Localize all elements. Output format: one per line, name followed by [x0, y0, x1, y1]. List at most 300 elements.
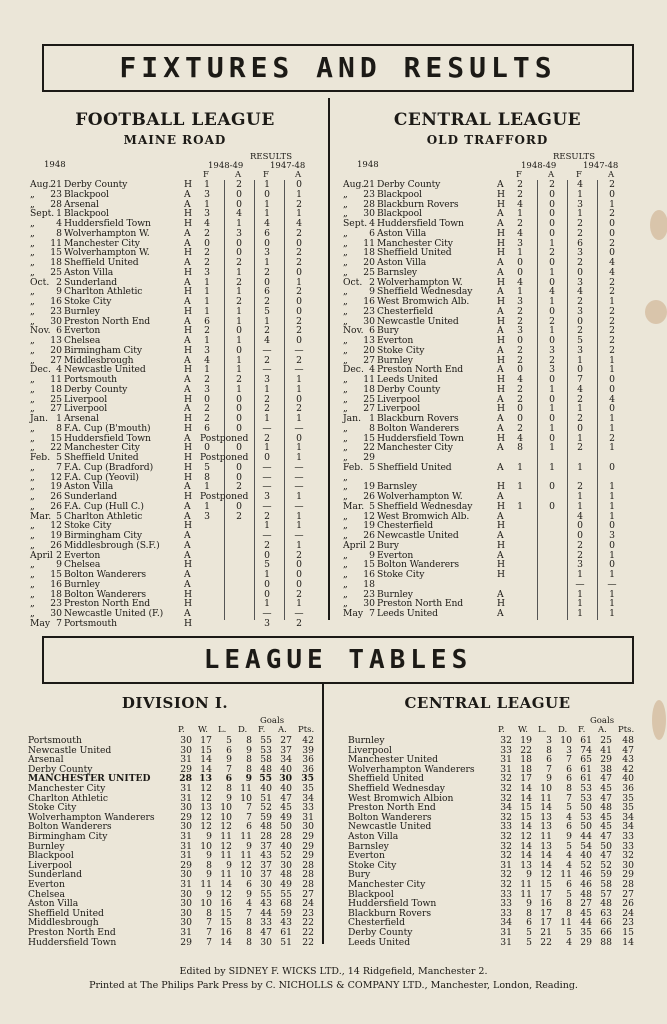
- goals-against: 0: [236, 500, 242, 512]
- venue: H: [497, 296, 506, 307]
- team: Bolton Wanderers: [28, 821, 112, 833]
- prev-goals-against: 0: [609, 188, 615, 200]
- played: 30: [180, 744, 192, 756]
- goals-for: 51: [260, 792, 272, 804]
- goals-against: 2: [549, 247, 555, 259]
- central-league-ground: OLD TRAFFORD: [426, 133, 549, 147]
- opponent: Burnley: [64, 579, 100, 590]
- lost: 9: [546, 773, 552, 785]
- day: 15: [50, 569, 62, 580]
- day: 12: [50, 471, 62, 483]
- prev-goals-for: 1: [264, 413, 270, 424]
- central-league-title: CENTRAL LEAGUE: [393, 110, 582, 130]
- goals-against: 47: [600, 773, 612, 785]
- played: 29: [180, 811, 192, 823]
- team: Sheffield United: [28, 907, 104, 919]
- prev-goals-for: 1: [577, 598, 583, 610]
- fixture-row: [343, 229, 633, 239]
- fixture-row: [343, 541, 633, 551]
- prev-goals-for: 2: [577, 227, 583, 239]
- prev-goals-against: 2: [609, 237, 615, 249]
- month: „: [30, 608, 35, 619]
- fixture-row: [30, 512, 320, 522]
- points: 30: [302, 821, 314, 833]
- played: 32: [500, 879, 512, 890]
- drawn: 7: [246, 907, 252, 919]
- opponent: Derby County: [64, 180, 128, 190]
- goals-against: 2: [236, 374, 242, 385]
- day: 27: [50, 403, 62, 415]
- goals-against: 51: [280, 936, 292, 948]
- goals-for: 2: [204, 257, 210, 268]
- month: Dec.: [343, 364, 364, 376]
- goals-against: 0: [549, 218, 555, 229]
- goals-against: 47: [600, 831, 612, 842]
- venue: H: [497, 539, 506, 551]
- prev-goals-for: 2: [577, 296, 583, 307]
- venue: A: [497, 588, 504, 600]
- goals-against: 47: [600, 792, 612, 804]
- fixture-row: [343, 414, 633, 424]
- prev-goals-against: 0: [609, 559, 615, 571]
- venue: H: [184, 266, 193, 278]
- won: 12: [200, 783, 212, 794]
- day: 27: [50, 354, 62, 366]
- drawn: 4: [566, 850, 572, 862]
- lost: 15: [540, 879, 552, 890]
- table-row: [348, 938, 638, 948]
- division-one-table: [28, 716, 320, 948]
- goals-against: 30: [279, 773, 292, 785]
- opponent: Sheffield Wednesday: [377, 501, 473, 512]
- opponent: Wolverhampton W.: [64, 228, 150, 239]
- drawn: 5: [566, 802, 572, 814]
- fixture-row: [30, 492, 320, 502]
- goals-for: 3: [204, 383, 210, 395]
- goals-for: 44: [260, 907, 272, 919]
- goals-against: 1: [236, 315, 242, 327]
- prev-goals-against: 2: [296, 315, 302, 327]
- prev-goals-for: 2: [577, 325, 583, 337]
- points: 28: [622, 879, 634, 890]
- venue: H: [184, 559, 193, 571]
- opponent: Blackpool: [377, 209, 422, 220]
- day: 4: [56, 364, 62, 376]
- football-league-ground: MAINE ROAD: [123, 133, 227, 147]
- prev-goals-against: 2: [296, 247, 302, 259]
- month: „: [30, 530, 35, 541]
- fixture-row: [343, 268, 633, 278]
- season-label: 1948-49: [521, 161, 557, 171]
- opponent: F.A. Cup (Yeovil): [64, 472, 139, 483]
- venue: A: [184, 257, 191, 268]
- opponent: Portsmouth: [64, 618, 117, 629]
- goals-for: 1: [204, 335, 210, 346]
- month: „: [30, 247, 35, 259]
- prev-goals-for: 2: [577, 257, 583, 268]
- played: 32: [500, 735, 512, 746]
- month: „: [30, 354, 35, 366]
- team: Burnley: [348, 735, 385, 746]
- month: „: [343, 286, 348, 298]
- goals-against: 1: [549, 237, 555, 249]
- day: 7: [369, 608, 375, 619]
- venue: H: [497, 354, 506, 366]
- prev-goals-against: —: [294, 608, 304, 619]
- opponent: Newcastle United: [64, 365, 146, 376]
- goals-for: 46: [580, 879, 592, 890]
- table-column-header: P.: [498, 725, 505, 735]
- opponent: Wolverhampton W.: [377, 492, 463, 502]
- goals-for: 1: [204, 296, 210, 307]
- lost: 12: [220, 840, 232, 852]
- drawn: 9: [246, 744, 252, 756]
- opponent: Wolverhampton W.: [377, 277, 463, 288]
- fixture-row: [30, 443, 320, 453]
- venue: A: [184, 578, 191, 590]
- lost: 7: [226, 763, 232, 775]
- prev-goals-for: —: [262, 500, 272, 512]
- prev-goals-against: 1: [296, 188, 302, 200]
- prev-goals-for: 0: [264, 588, 270, 600]
- day: 27: [363, 403, 375, 415]
- prev-goals-for: 2: [577, 549, 583, 561]
- opponent: Sheffield United: [377, 462, 452, 473]
- team: Huddersfield Town: [348, 898, 437, 910]
- month: „: [343, 471, 348, 483]
- opponent: Preston North End: [377, 599, 464, 610]
- goals-for: 6: [204, 422, 210, 434]
- month: „: [343, 549, 348, 561]
- goals-for: 4: [517, 276, 523, 288]
- prev-goals-for: —: [262, 422, 272, 434]
- goals-against: 4: [236, 208, 242, 220]
- goals-against: 28: [280, 831, 292, 842]
- league-tables-banner: LEAGUE TABLES: [42, 636, 634, 684]
- venue: A: [184, 354, 191, 366]
- opponent: Aston Villa: [377, 258, 427, 268]
- month: „: [343, 296, 348, 307]
- goals-for: 1: [517, 286, 523, 298]
- football-league-fixtures: [30, 150, 325, 629]
- drawn: 8: [246, 936, 252, 948]
- lost: 14: [540, 859, 552, 871]
- goals-for: 2: [517, 305, 523, 317]
- lost: 6: [226, 744, 232, 756]
- opponent: Burnley: [377, 589, 413, 600]
- points: 42: [302, 735, 314, 746]
- fixture-row: [343, 424, 633, 434]
- prev-goals-for: 3: [577, 247, 583, 259]
- venue: A: [497, 257, 504, 268]
- played: 32: [500, 850, 512, 862]
- prev-goals-against: 2: [296, 325, 302, 337]
- fixture-row: [30, 434, 320, 444]
- goals-for: 44: [580, 831, 592, 842]
- fixture-row: [30, 414, 320, 424]
- month: „: [343, 520, 348, 532]
- won: 14: [520, 792, 532, 804]
- team: Manchester United: [348, 754, 439, 766]
- goals-for: 28: [260, 831, 272, 842]
- points: 36: [302, 754, 314, 766]
- goals-for: 4: [517, 432, 523, 444]
- goals-for: 59: [260, 811, 272, 823]
- goals-for: 1: [204, 179, 210, 190]
- fixture-row: [30, 570, 320, 580]
- played: 32: [500, 840, 512, 852]
- day: 23: [50, 305, 62, 317]
- team: Leeds United: [348, 936, 411, 948]
- goals-against: 0: [549, 481, 555, 493]
- points: 28: [302, 879, 314, 890]
- fixture-row: [30, 482, 320, 492]
- venue: H: [184, 422, 193, 434]
- prev-goals-for: 1: [577, 354, 583, 366]
- venue: A: [184, 608, 191, 619]
- venue: A: [497, 549, 504, 561]
- prev-goals-against: 0: [296, 335, 302, 346]
- day: 26: [363, 530, 375, 541]
- goals-for: 4: [517, 374, 523, 385]
- month: Aug.: [343, 179, 365, 190]
- goals-against: 41: [600, 744, 612, 756]
- points: 29: [302, 831, 314, 842]
- points: 26: [622, 898, 634, 910]
- goals-against: 4: [549, 286, 555, 298]
- venue: A: [497, 530, 504, 541]
- goals-for-header: F: [516, 170, 522, 180]
- day: 18: [50, 257, 62, 268]
- drawn: 4: [566, 936, 572, 948]
- table-row: [28, 832, 318, 842]
- opponent: Liverpool: [64, 404, 108, 415]
- fixture-row: [30, 287, 320, 297]
- venue: A: [497, 286, 504, 298]
- won: 9: [206, 850, 212, 862]
- table-row: [28, 880, 318, 890]
- venue: A: [184, 481, 191, 493]
- prev-goals-for: 0: [577, 530, 583, 541]
- lost: 8: [226, 783, 232, 794]
- won: 14: [520, 783, 532, 794]
- prev-goals-for: 1: [577, 208, 583, 220]
- goals-for: 33: [260, 917, 272, 929]
- goals-against: 63: [600, 907, 612, 919]
- goals-for: 5: [204, 461, 210, 473]
- goals-against: 1: [236, 383, 242, 395]
- played: 31: [500, 927, 512, 938]
- prev-goals-against: 4: [609, 393, 615, 405]
- fixture-row: [30, 209, 320, 219]
- day: 16: [363, 569, 375, 580]
- opponent: Preston North End: [64, 599, 151, 610]
- lost: 13: [540, 840, 552, 852]
- day: 11: [363, 237, 375, 249]
- fixture-row: [30, 473, 320, 483]
- fixture-row: [30, 268, 320, 278]
- played: 34: [500, 917, 512, 929]
- opponent: Middlesbrough (S.F.): [64, 540, 160, 551]
- drawn: 4: [246, 898, 252, 910]
- team: Chesterfield: [348, 917, 406, 929]
- prev-goals-for: 3: [577, 559, 583, 571]
- prev-goals-for: 0: [264, 549, 270, 561]
- fixture-row: [30, 229, 320, 239]
- venue: H: [184, 179, 193, 190]
- goals-against: 0: [236, 471, 242, 483]
- played: 30: [180, 888, 192, 900]
- lost: 11: [540, 831, 552, 842]
- goals-against: 0: [236, 403, 242, 415]
- fixture-row: [343, 551, 633, 561]
- goals-against-header: A: [235, 170, 242, 180]
- prev-goals-for: 1: [264, 315, 270, 327]
- prev-goals-for: 2: [264, 354, 270, 366]
- fixture-row: [30, 307, 320, 317]
- paper-stain: [645, 300, 667, 324]
- prev-goals-against: 2: [296, 617, 302, 629]
- day: 30: [363, 598, 375, 610]
- goals-against-header: A: [548, 170, 555, 180]
- results-label: RESULTS: [250, 152, 293, 162]
- goals-against: 3: [549, 364, 555, 376]
- goals-header: Goals: [590, 716, 615, 726]
- month: „: [343, 403, 348, 415]
- opponent: Newcastle United: [377, 531, 459, 541]
- venue: A: [184, 539, 191, 551]
- opponent: Blackpool: [64, 189, 109, 200]
- lost: 11: [220, 869, 232, 881]
- opponent: Liverpool: [377, 394, 421, 405]
- venue: H: [497, 598, 506, 610]
- prev-goals-for: —: [262, 608, 272, 619]
- played: 31: [500, 936, 512, 948]
- opponent: Derby County: [377, 384, 441, 395]
- fixtures-column-divider: [328, 98, 330, 620]
- played: 32: [500, 792, 512, 804]
- won: 7: [206, 917, 212, 929]
- opponent: Stoke City: [64, 521, 112, 532]
- fixture-row: [30, 248, 320, 258]
- table-row: [348, 842, 638, 852]
- month: „: [343, 452, 348, 463]
- venue: A: [184, 188, 191, 200]
- prev-goals-against: 1: [296, 208, 302, 220]
- team: Derby County: [348, 927, 413, 938]
- goals-against: 1: [236, 305, 242, 317]
- month: „: [30, 422, 35, 434]
- day: 19: [50, 481, 62, 493]
- drawn: 9: [246, 840, 252, 852]
- fixture-row: [343, 307, 633, 317]
- year-label: 1948: [44, 160, 66, 170]
- goals-against: 0: [236, 198, 242, 210]
- table-column-header: W.: [198, 725, 208, 735]
- won: 15: [520, 811, 532, 823]
- day: 26: [363, 491, 375, 502]
- team: Bury: [348, 869, 371, 881]
- goals-for: 37: [260, 869, 272, 881]
- played: 31: [180, 754, 192, 766]
- prev-goals-against: 0: [609, 374, 615, 385]
- day: 5: [369, 461, 375, 473]
- team: Blackpool: [348, 888, 394, 900]
- month: „: [343, 227, 348, 239]
- goals-for: 2: [204, 374, 210, 385]
- fixture-row: [30, 560, 320, 570]
- lost: 13: [540, 811, 552, 823]
- goals-for: 3: [517, 296, 523, 307]
- goals-for: 3: [204, 208, 210, 220]
- opponent: Preston North End: [64, 316, 151, 327]
- month: „: [30, 588, 35, 600]
- venue: H: [497, 559, 506, 571]
- season-label: 1947-48: [270, 161, 306, 171]
- fixture-row: [343, 482, 633, 492]
- goals-for: 3: [204, 266, 210, 278]
- won: 8: [206, 907, 212, 919]
- points: 40: [622, 773, 634, 785]
- drawn: 7: [566, 754, 572, 766]
- goals-for: 0: [204, 393, 210, 405]
- points: 34: [622, 811, 634, 823]
- prev-goals-against: 2: [296, 403, 302, 415]
- day: 21: [363, 179, 375, 190]
- prev-goals-for: 0: [264, 276, 270, 288]
- prev-goals-for: 1: [577, 188, 583, 200]
- goals-for-header: F: [263, 170, 269, 180]
- goals-against: 0: [549, 227, 555, 239]
- goals-for: 1: [204, 500, 210, 512]
- lost: 12: [220, 888, 232, 900]
- fixture-row: [30, 502, 320, 512]
- points: 23: [302, 907, 314, 919]
- goals-against: 0: [549, 393, 555, 405]
- opponent: Huddersfield Town: [377, 219, 464, 229]
- month: Jan.: [30, 413, 48, 424]
- day: 18: [50, 588, 62, 600]
- prev-goals-against: 1: [609, 422, 615, 434]
- venue: A: [184, 530, 191, 541]
- drawn: 11: [240, 831, 252, 842]
- opponent: Leeds United: [377, 375, 438, 385]
- prev-goals-for: 3: [264, 247, 270, 259]
- venue: A: [497, 305, 504, 317]
- month: „: [30, 598, 35, 610]
- lost: 14: [540, 802, 552, 814]
- day: 11: [50, 237, 62, 249]
- goals-for: 55: [260, 735, 272, 746]
- fixture-row: [30, 404, 320, 414]
- goals-for: 35: [580, 927, 592, 938]
- goals-for: 52: [260, 802, 272, 814]
- opponent: Newcastle United: [377, 316, 459, 327]
- goals-against: 0: [236, 188, 242, 200]
- opponent: Chesterfield: [377, 521, 434, 532]
- month: „: [30, 461, 35, 473]
- goals-for: 2: [517, 422, 523, 434]
- day: 21: [50, 179, 62, 190]
- month: „: [30, 442, 35, 454]
- drawn: 8: [246, 735, 252, 746]
- lost: 6: [225, 773, 232, 785]
- table-column-header: F.: [578, 725, 586, 735]
- goals-for: 27: [580, 898, 592, 910]
- drawn: 7: [246, 811, 252, 823]
- team: Sheffield United: [348, 773, 424, 785]
- team: Sunderland: [28, 869, 83, 881]
